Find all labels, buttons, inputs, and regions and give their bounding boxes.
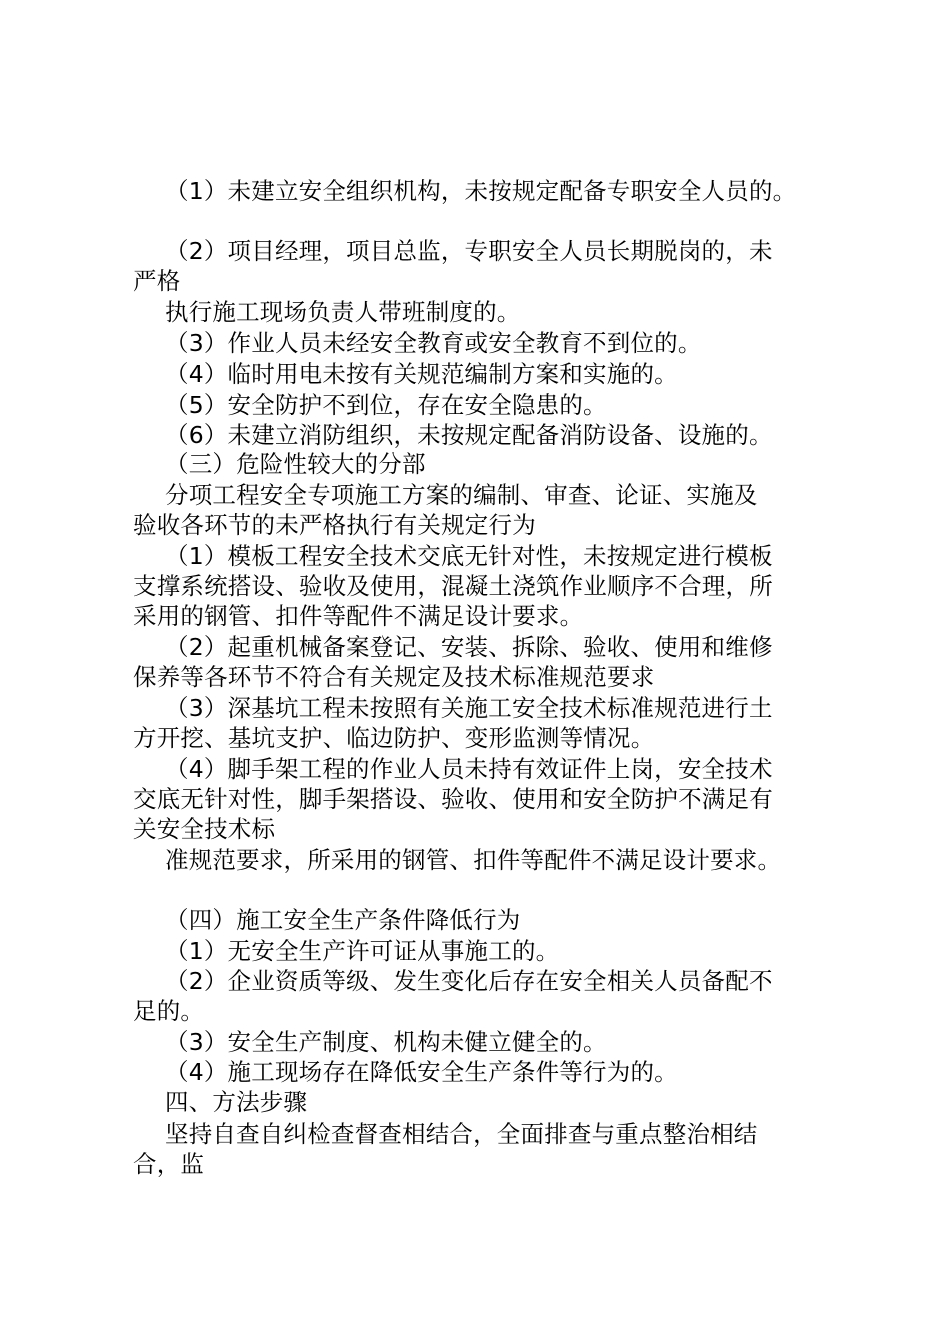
paragraph-line: 足的。 [133,997,205,1025]
paragraph-line: （2）企业资质等级、发生变化后存在安全相关人员备配不 [165,967,773,995]
paragraph-line: 合，监 [133,1150,205,1178]
paragraph-line: （1）无安全生产许可证从事施工的。 [165,937,560,965]
paragraph-line: （3）深基坑工程未按照有关施工安全技术标准规范进行土 [165,694,773,722]
paragraph-line: （5）安全防护不到位，存在安全隐患的。 [165,391,607,419]
paragraph-line: 坚持自查自纠检查督查相结合，全面排查与重点整治相结 [165,1120,758,1148]
paragraph-line: 保养等各环节不符合有关规定及技术标准规范要求 [133,663,655,691]
paragraph-line: （3）安全生产制度、机构未健立健全的。 [165,1028,607,1056]
paragraph-line: （1）模板工程安全技术交底无针对性，未按规定进行模板 [165,542,773,570]
section-heading: 四、方法步骤 [165,1088,308,1116]
paragraph-line: （2）起重机械备案登记、安装、拆除、验收、使用和维修 [165,633,773,661]
paragraph-line: 严格 [133,267,181,295]
paragraph-line: （2）项目经理，项目总监，专职安全人员长期脱岗的，未 [165,237,773,265]
section-heading: （四）施工安全生产条件降低行为 [165,906,521,934]
paragraph-line: 关安全技术标 [133,815,276,843]
paragraph-line: 验收各环节的未严格执行有关规定行为 [133,511,536,539]
paragraph-line: （6）未建立消防组织，未按规定配备消防设备、设施的。 [165,421,773,449]
paragraph-line: 分项工程安全专项施工方案的编制、审查、论证、实施及 [165,481,758,509]
paragraph-line: 支撑系统搭设、验收及使用，混凝土浇筑作业顺序不合理，所 [133,572,773,600]
paragraph-line: （4）临时用电未按有关规范编制方案和实施的。 [165,360,678,388]
paragraph-line: 方开挖、基坑支护、临边防护、变形监测等情况。 [133,724,655,752]
paragraph-line: 交底无针对性，脚手架搭设、验收、使用和安全防护不满足有 [133,785,773,813]
paragraph-line: 准规范要求，所采用的钢管、扣件等配件不满足设计要求。 [165,846,782,874]
paragraph-line: 执行施工现场负责人带班制度的。 [165,298,521,326]
paragraph-line: （3）作业人员未经安全教育或安全教育不到位的。 [165,329,702,357]
paragraph-line: （4）脚手架工程的作业人员未持有效证件上岗，安全技术 [165,755,773,783]
section-heading: （三）危险性较大的分部 [165,450,426,478]
paragraph-line: 采用的钢管、扣件等配件不满足设计要求。 [133,602,584,630]
paragraph-line: （4）施工现场存在降低安全生产条件等行为的。 [165,1058,678,1086]
paragraph-line: （1）未建立安全组织机构，未按规定配备专职安全人员的。 [165,177,797,205]
